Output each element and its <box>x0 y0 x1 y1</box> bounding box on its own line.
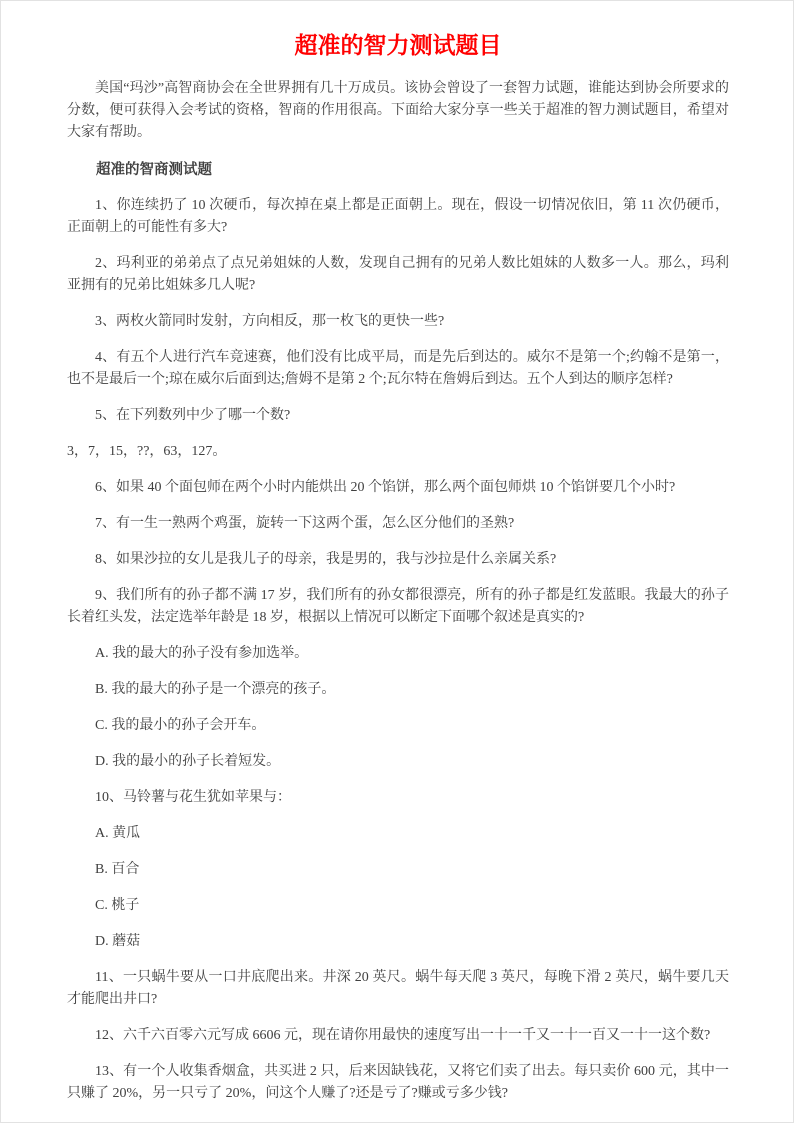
paragraph: 7、有一生一熟两个鸡蛋，旋转一下这两个蛋，怎么区分他们的圣熟? <box>95 516 515 531</box>
intro-paragraph: 美国“玛沙”高智商协会在全世界拥有几十万成员。该协会曾设了一套智力试题，谁能达到协会所要求的分数，便可获得入会考试的资格，智商的作用很高。下面给大家分享一些关于超准的智力测试题目，希望对大家有帮助。 <box>67 81 729 140</box>
paragraph: 3，7，15，??，63，127。 <box>67 444 227 459</box>
paragraph: 11、一只蜗牛要从一口井底爬出来。井深 20 英尺。蜗牛每天爬 3 英尺，每晚下滑 2 英尺，蜗牛要几天才能爬出井口? <box>67 970 729 1007</box>
paragraph: D. 我的最小的孙子长着短发。 <box>95 754 281 769</box>
paragraph: C. 我的最小的孙子会开车。 <box>95 718 266 733</box>
paragraph: 1、你连续扔了 10 次硬币，每次掉在桌上都是正面朝上。现在，假设一切情况依旧，第 11 次仍硬币，正面朝上的可能性有多大? <box>67 198 729 235</box>
paragraph: 6、如果 40 个面包师在两个小时内能烘出 20 个馅饼，那么两个面包师烘 10 个馅饼要几个小时? <box>95 480 676 495</box>
paragraph: B. 百合 <box>95 862 140 877</box>
paragraph: A. 黄瓜 <box>95 826 141 841</box>
paragraph: B. 我的最大的孙子是一个漂亮的孩子。 <box>95 682 336 697</box>
paragraph: 10、马铃薯与花生犹如苹果与： <box>95 790 291 805</box>
document-title: 超准的智力测试题目 <box>294 33 502 58</box>
paragraph: 8、如果沙拉的女儿是我儿子的母亲，我是男的，我与沙拉是什么亲属关系? <box>95 552 557 567</box>
paragraph: A. 我的最大的孙子没有参加选举。 <box>95 646 309 661</box>
paragraph: 13、有一个人收集香烟盒，共买进 2 只，后来因缺钱花，又将它们卖了出去。每只卖价 600 元，其中一只赚了 20%，另一只亏了 20%，问这个人赚了?还是亏了?赚或亏多少钱? <box>67 1064 729 1101</box>
paragraph: 2、玛利亚的弟弟点了点兄弟姐妹的人数，发现自己拥有的兄弟人数比姐妹的人数多一人。那么，玛利亚拥有的兄弟比姐妹多几人呢? <box>67 256 729 293</box>
paragraph: 9、我们所有的孙子都不满 17 岁，我们所有的孙女都很漂亮，所有的孙子都是红发蓝眼。我最大的孙子长着红头发，法定选举年龄是 18 岁，根据以上情况可以断定下面哪个叙述是真实的? <box>67 588 729 625</box>
question-list <box>67 195 729 1105</box>
paragraph: 3、两枚火箭同时发射，方向相反，那一枚飞的更快一些? <box>95 314 445 329</box>
paragraph: 12、六千六百零六元写成 6606 元，现在请你用最快的速度写出一十一千又一十一百又一十一这个数? <box>95 1028 711 1043</box>
section-subheading: 超准的智商测试题 <box>96 162 212 178</box>
paragraph: 5、在下列数列中少了哪一个数? <box>95 408 291 423</box>
paragraph: D. 蘑菇 <box>95 934 141 949</box>
document-content <box>1 1 793 1105</box>
paragraph: 4、有五个人进行汽车竞速赛，他们没有比成平局，而是先后到达的。威尔不是第一个;约翰不是第一，也不是最后一个;琼在威尔后面到达;詹姆不是第 2 个;瓦尔特在詹姆后到达。五个人到达的顺序怎样? <box>67 350 729 387</box>
paragraph: C. 桃子 <box>95 898 140 913</box>
